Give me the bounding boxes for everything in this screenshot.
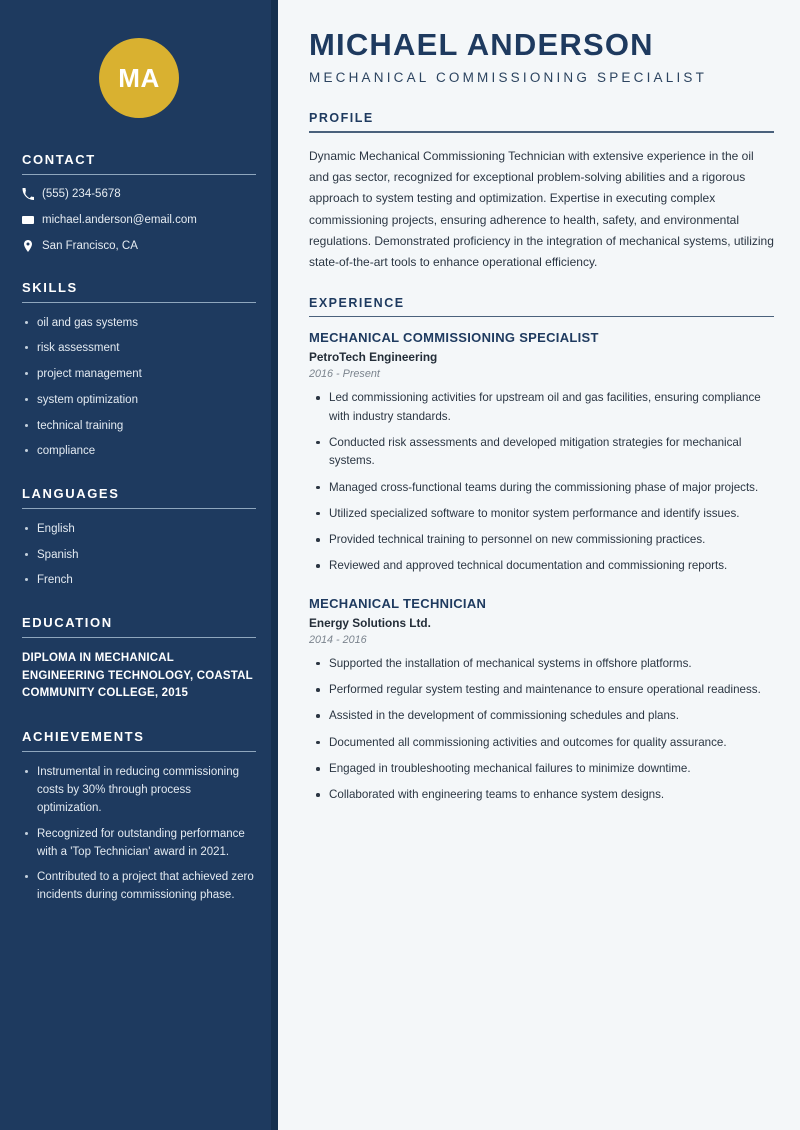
contact-row-email[interactable] xyxy=(22,213,256,228)
phone-icon xyxy=(22,188,42,200)
list-item: project management xyxy=(22,366,256,383)
experience-item xyxy=(309,596,774,805)
experience-bullets xyxy=(309,389,774,576)
contact-phone-text: (555) 234-5678 xyxy=(42,188,121,200)
experience-company: Energy Solutions Ltd. xyxy=(309,615,431,630)
achievements-divider xyxy=(22,751,256,752)
experience-dates: 2014 - 2016 xyxy=(309,633,367,646)
achievements-heading: ACHIEVEMENTS xyxy=(22,729,145,745)
contact-divider xyxy=(22,174,256,175)
page-title: MICHAEL ANDERSON xyxy=(309,27,654,62)
sidebar-section-skills xyxy=(22,280,256,460)
job-subtitle: MECHANICAL COMMISSIONING SPECIALIST xyxy=(309,70,708,86)
main-section-profile xyxy=(309,111,774,274)
list-item: English xyxy=(22,521,256,538)
experience-bullets xyxy=(309,655,774,805)
experience-item xyxy=(309,330,774,576)
list-item: Contributed to a project that achieved zero incidents during commissioning phase. xyxy=(22,869,256,905)
experience-job-title: MECHANICAL COMMISSIONING SPECIALIST xyxy=(309,330,599,346)
list-item: Engaged in troubleshooting mechanical failures to minimize downtime. xyxy=(309,760,774,778)
experience-heading: EXPERIENCE xyxy=(309,295,405,310)
list-item: Recognized for outstanding performance with a 'Top Technician' award in 2021. xyxy=(22,826,256,862)
list-item: Supported the installation of mechanical systems in offshore platforms. xyxy=(309,655,774,673)
sidebar-section-languages xyxy=(22,486,256,589)
achievements-list xyxy=(22,764,256,905)
sidebar-section-achievements xyxy=(22,729,256,905)
list-item: Spanish xyxy=(22,547,256,564)
education-divider xyxy=(22,637,256,638)
list-item: Conducted risk assessments and developed mitigation strategies for mechanical systems. xyxy=(309,434,774,471)
contact-location-text: San Francisco, CA xyxy=(42,239,138,252)
main-section-experience xyxy=(309,296,774,805)
list-item: Utilized specialized software to monitor system performance and identify issues. xyxy=(309,505,774,523)
experience-company: PetroTech Engineering xyxy=(309,350,438,365)
profile-divider xyxy=(309,131,774,133)
location-pin-icon xyxy=(22,240,42,252)
main-content xyxy=(278,0,800,1130)
list-item: Led commissioning activities for upstream oil and gas facilities, ensuring compliance with industry standards. xyxy=(309,389,774,426)
list-item: compliance xyxy=(22,443,256,460)
list-item: system optimization xyxy=(22,392,256,409)
avatar-container xyxy=(22,0,256,144)
list-item: Performed regular system testing and maintenance to ensure operational readiness. xyxy=(309,681,774,699)
skills-divider xyxy=(22,302,256,303)
languages-list xyxy=(22,521,256,589)
contact-row-phone[interactable] xyxy=(22,187,256,202)
list-item: Collaborated with engineering teams to enhance system designs. xyxy=(309,786,774,804)
sidebar-section-contact xyxy=(22,152,256,254)
list-item: French xyxy=(22,572,256,589)
envelope-icon xyxy=(22,214,42,226)
profile-text: Dynamic Mechanical Commissioning Technician with extensive experience in the oil and gas sector, recognized for exceptional problem-solving abilities and a rigorous approach to system testing and optimization. Expertise in executing complex commissioning projects, ensuring adherence to health, safety, and environmental regulations. Demonstrated proficiency in the integration of mechanical systems, utilizing state-of-the-art tools to enhance operational efficiency. xyxy=(309,148,774,270)
list-item: oil and gas systems xyxy=(22,315,256,332)
avatar: MA xyxy=(99,38,179,118)
list-item: Managed cross-functional teams during the commissioning phase of major projects. xyxy=(309,479,774,497)
list-item: Assisted in the development of commissioning schedules and plans. xyxy=(309,707,774,725)
skills-list xyxy=(22,315,256,460)
education-entry: DIPLOMA IN MECHANICAL ENGINEERING TECHNOLOGY, COASTAL COMMUNITY COLLEGE, 2015 xyxy=(22,651,253,700)
languages-divider xyxy=(22,508,256,509)
contact-heading: CONTACT xyxy=(22,152,96,167)
list-item: Instrumental in reducing commissioning costs by 30% through process optimization. xyxy=(22,764,256,817)
list-item: risk assessment xyxy=(22,340,256,357)
sidebar xyxy=(0,0,278,1130)
education-heading: EDUCATION xyxy=(22,614,113,630)
sidebar-section-education xyxy=(22,615,256,703)
list-item: Reviewed and approved technical documentation and commissioning reports. xyxy=(309,557,774,575)
contact-email-text: michael.anderson@email.com xyxy=(42,213,197,226)
profile-heading: PROFILE xyxy=(309,111,374,126)
list-item: Documented all commissioning activities and outcomes for quality assurance. xyxy=(309,734,774,752)
list-item: technical training xyxy=(22,418,256,435)
skills-heading: SKILLS xyxy=(22,279,78,295)
experience-job-title: MECHANICAL TECHNICIAN xyxy=(309,595,487,611)
experience-divider xyxy=(309,316,774,318)
languages-heading: LANGUAGES xyxy=(22,485,120,501)
list-item: Provided technical training to personnel on new commissioning practices. xyxy=(309,531,774,549)
experience-dates: 2016 - Present xyxy=(309,368,380,381)
contact-row-location[interactable] xyxy=(22,239,256,254)
